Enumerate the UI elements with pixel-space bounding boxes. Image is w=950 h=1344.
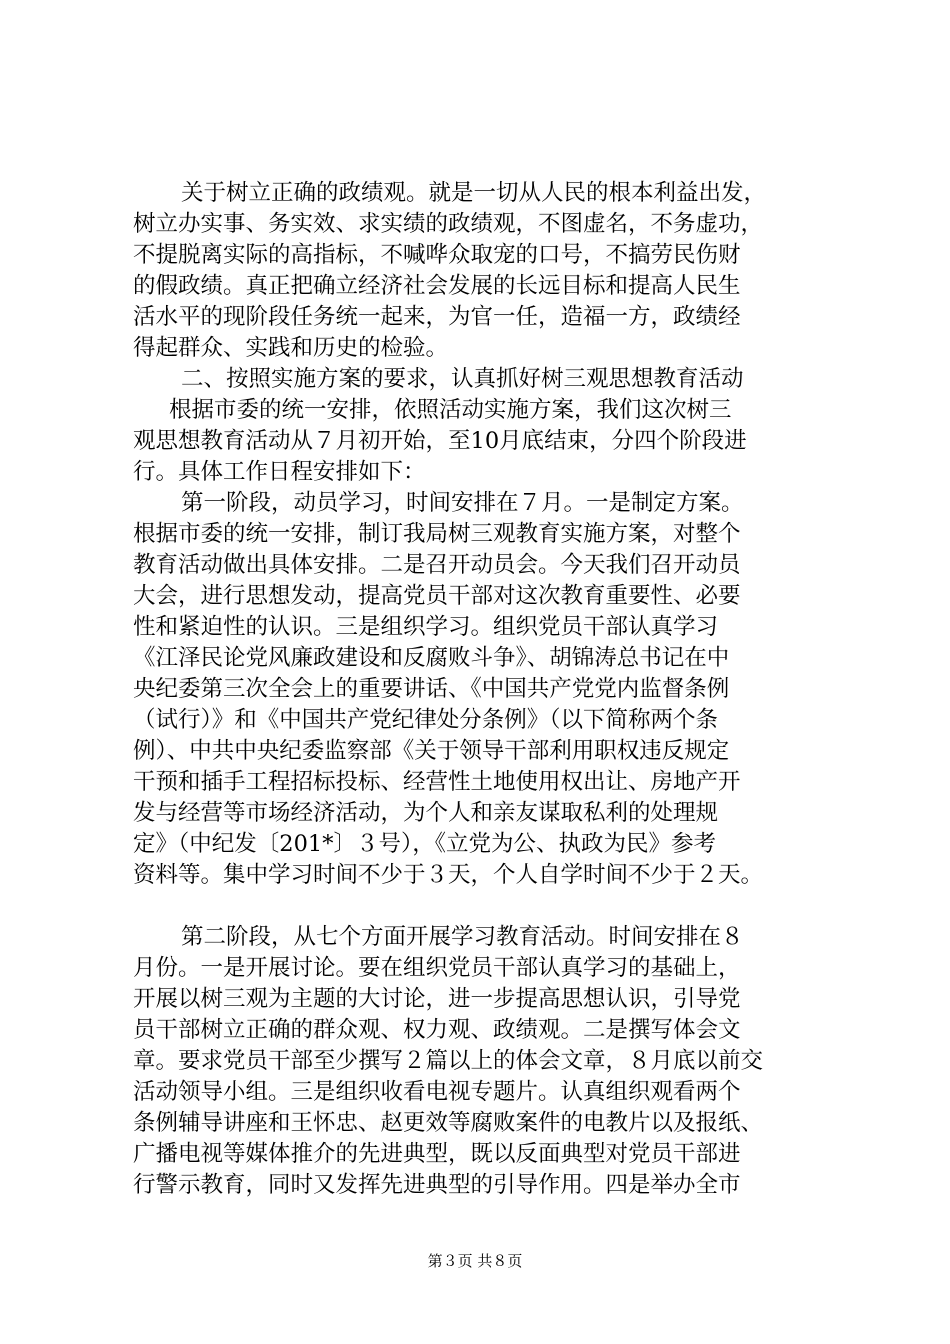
text-line: 根据市委的统一安排，依照活动实施方案，我们这次树三 <box>169 397 732 423</box>
text-line: 章。要求党员干部至少撰写２篇以上的体会文章，８月底以前交 <box>133 1048 764 1074</box>
text-line: 广播电视等媒体推介的先进典型，既以反面典型对党员干部进 <box>133 1141 741 1167</box>
text-line: 央纪委第三次全会上的重要讲话、《中国共产党党内监督条例 <box>133 676 730 702</box>
text-line: 月份。一是开展讨论。要在组织党员干部认真学习的基础上， <box>133 955 741 981</box>
text-line: 得起群众、实践和历史的检验。 <box>133 335 449 361</box>
text-line: 教育活动做出具体安排。二是召开动员会。今天我们召开动员 <box>133 552 741 578</box>
text-line: 不提脱离实际的高指标，不喊哗众取宠的口号，不搞劳民伤财 <box>133 242 741 268</box>
text-line: 发与经营等市场经济活动，为个人和亲友谋取私利的处理规 <box>133 800 719 826</box>
text-line: 第一阶段，动员学习，时间安排在７月。一是制定方案。 <box>181 490 744 516</box>
text-line: 员干部树立正确的群众观、权力观、政绩观。二是撰写体会文 <box>133 1017 741 1043</box>
text-line: 行警示教育，同时又发挥先进典型的引导作用。四是举办全市 <box>133 1172 741 1198</box>
text-line: 第二阶段，从七个方面开展学习教育活动。时间安排在８ <box>181 924 744 950</box>
page-footer: 第３页 共８页 <box>427 1252 523 1270</box>
text-line: 定》（中纪发〔201*〕３号），《立党为公、执政为民》参考 <box>133 831 716 857</box>
body-text <box>133 178 845 1201</box>
section-heading: 二、按照实施方案的要求，认真抓好树三观思想教育活动 <box>181 366 744 392</box>
text-line: 行。具体工作日程安排如下： <box>133 459 426 485</box>
text-line: 大会，进行思想发动，提高党员干部对这次教育重要性、必要 <box>133 583 741 609</box>
text-line: 树立办实事、务实效、求实绩的政绩观，不图虚名，不务虚功， <box>133 211 764 237</box>
text-line: 关于树立正确的政绩观。就是一切从人民的根本利益出发， <box>181 180 767 206</box>
text-line: 例）、中共中央纪委监察部《关于领导干部利用职权违反规定 <box>133 738 730 764</box>
text-line: 性和紧迫性的认识。三是组织学习。组织党员干部认真学习 <box>133 614 719 640</box>
text-line: （试行）》和《中国共产党纪律处分条例》（以下简称两个条 <box>133 707 719 733</box>
text-line: 活动领导小组。三是组织收看电视专题片。认真组织观看两个 <box>133 1079 741 1105</box>
text-line: 干预和插手工程招标投标、经营性土地使用权出让、房地产开 <box>133 769 741 795</box>
paragraph-gap <box>133 891 845 922</box>
text-line: 条例辅导讲座和王怀忠、赵更效等腐败案件的电教片以及报纸、 <box>133 1110 764 1136</box>
text-line: 开展以树三观为主题的大讨论，进一步提高思想认识，引导党 <box>133 986 741 1012</box>
text-line: 《江泽民论党风廉政建设和反腐败斗争》、胡锦涛总书记在中 <box>133 645 730 671</box>
text-line: 资料等。集中学习时间不少于３天，个人自学时间不少于２天。 <box>133 862 764 888</box>
text-line: 观思想教育活动从７月初开始，至10月底结束，分四个阶段进 <box>133 428 747 454</box>
text-line: 活水平的现阶段任务统一起来，为官一任，造福一方，政绩经 <box>133 304 741 330</box>
text-line: 根据市委的统一安排，制订我局树三观教育实施方案，对整个 <box>133 521 741 547</box>
text-line: 的假政绩。真正把确立经济社会发展的长远目标和提高人民生 <box>133 273 741 299</box>
